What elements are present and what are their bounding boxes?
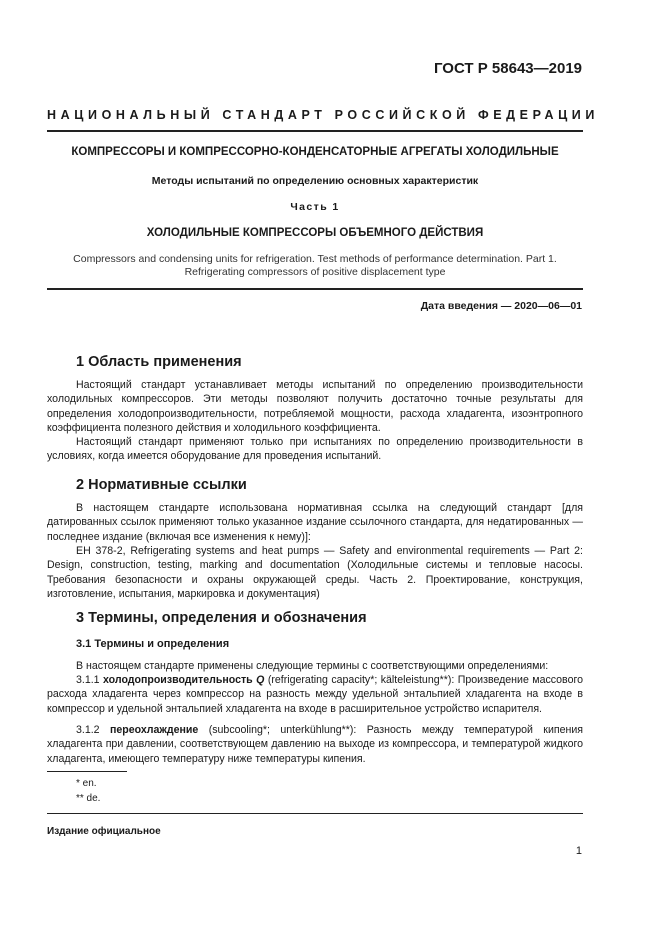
footer-rule bbox=[47, 813, 583, 814]
title-rule bbox=[47, 288, 583, 290]
section-3-heading: 3 Термины, определения и обозначения bbox=[76, 610, 367, 626]
header-rule bbox=[47, 130, 583, 132]
introduction-date: Дата введения — 2020—06—01 bbox=[420, 300, 582, 312]
national-standard-banner: НАЦИОНАЛЬНЫЙ СТАНДАРТ РОССИЙСКОЙ ФЕДЕРАЦИИ bbox=[47, 108, 599, 122]
term-number: 3.1.2 bbox=[76, 724, 100, 736]
term-symbol: Q bbox=[256, 674, 265, 686]
term-definition: (refrigerating capacity*; kälteleistung**): Произведение массового расхода хладагента через компрессор на разность между удельной энтальпией хладагента на входе в компрессор и удельной энтальпией хладагента на входе в расширительное устройство испарителя. bbox=[47, 674, 583, 715]
term-3-1-2 bbox=[47, 723, 583, 766]
document-title: КОМПРЕССОРЫ И КОМПРЕССОРНО-КОНДЕНСАТОРНЫЕ АГРЕГАТЫ ХОЛОДИЛЬНЫЕ bbox=[71, 146, 559, 158]
term-3-1-1 bbox=[47, 673, 583, 716]
term-name: холодопроизводительность bbox=[103, 674, 253, 686]
section-1-paragraph-2: Настоящий стандарт применяют только при испытаниях по определению производительности в условиях, когда имеется оборудование для проведения испытаний. bbox=[47, 436, 583, 463]
section-1-paragraph-1: Настоящий стандарт устанавливает методы испытаний по определению производительности холодильных компрессоров. Эти методы позволяют получить достаточно точные результаты для определения холодопроизводительности, потребляемой мощности, расхода хладагента, изоэнтропного коэффициента полезного действия и холодильного коэффициента. bbox=[47, 379, 583, 435]
section-1-heading: 1 Область применения bbox=[76, 354, 242, 370]
part-title: ХОЛОДИЛЬНЫЕ КОМПРЕССОРЫ ОБЪЕМНОГО ДЕЙСТВИЯ bbox=[146, 227, 484, 239]
footnote-rule bbox=[47, 771, 127, 772]
section-2-heading: 2 Нормативные ссылки bbox=[76, 477, 247, 493]
gost-code: ГОСТ Р 58643—2019 bbox=[433, 60, 582, 77]
section-2-paragraph-2: ЕН 378-2, Refrigerating systems and heat pumps — Safety and environmental requirements — Part 2: Design, construction, testing, marking and documentation (Холодильные системы и тепловые насосы. Требования безопасности и охраны окружающей среды. Часть 2. Проектирование, конструкция, изготовление, испытания, маркировка и документация) bbox=[47, 545, 583, 601]
term-name: переохлаждение bbox=[109, 724, 199, 736]
english-title: Compressors and condensing units for refrigeration. Test methods of performance determination. Part 1. Refrigerating compressors of positive displacement type bbox=[73, 253, 557, 278]
section-3-intro: В настоящем стандарте применены следующие термины с соответствующими определениями: bbox=[76, 660, 549, 672]
page-number: 1 bbox=[575, 845, 582, 857]
official-edition-label: Издание официальное bbox=[47, 826, 161, 837]
footnote-1: * en. bbox=[76, 778, 97, 789]
part-label: Часть 1 bbox=[290, 201, 340, 213]
term-definition: (subcooling*; unterkühlung**): Разность между температурой кипения хладагента при давлении, соответствующем давлению на выходе из компрессора, и температурой жидкого хладагента, имеющего температуру ниже температуры кипения. bbox=[47, 724, 583, 765]
section-3-1-heading: 3.1 Термины и определения bbox=[76, 638, 230, 650]
section-2-paragraph-1: В настоящем стандарте использована нормативная ссылка на следующий стандарт [для датированных ссылок применяют только указанное издание ссылочного стандарта, для недатированных — последнее издание (включая все изменения к нему)]: bbox=[47, 502, 583, 543]
term-number: 3.1.1 bbox=[76, 674, 100, 686]
footnote-2: ** de. bbox=[76, 793, 101, 804]
document-subtitle: Методы испытаний по определению основных характеристик bbox=[151, 175, 479, 187]
